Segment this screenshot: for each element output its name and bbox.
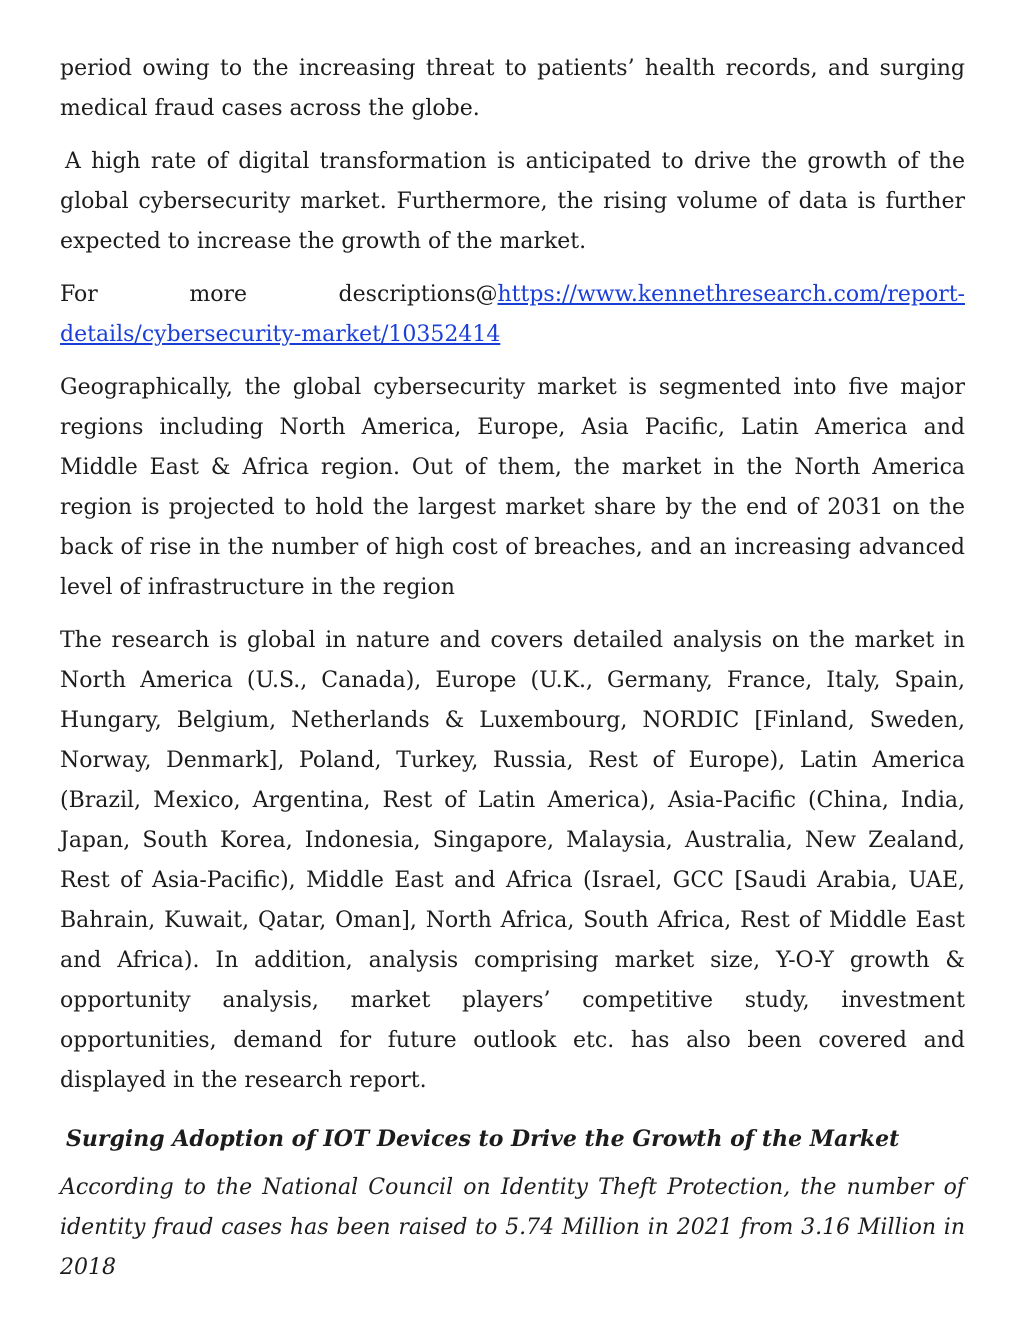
paragraph-research-coverage: The research is global in nature and covers detailed analysis on the market in North America (U.S., Canada), Europe (U.K., Germany, France, Italy, Spain, Hungary, Belgium, Netherlands & Luxembourg, NORDIC [Finland, Sweden, Norway, Denmark], Poland, Turkey, Russia, Rest of Europe), Latin America (Brazil, Mexico, Argentina, Rest of Latin America), Asia-Pacific (China, India, Japan, South Korea, Indonesia, Singapore, Malaysia, Australia, New Zealand, Rest of Asia-Pacific), Middle East and Africa (Israel, GCC [Saudi Arabia, UAE, Bahrain, Kuwait, Qatar, Oman], North Africa, South Africa, Rest of Middle East and Africa). In addition, analysis comprising market size, Y-O-Y growth & opportunity analysis, market players’ competitive study, investment opportunities, demand for future outlook etc. has also been covered and displayed in the research report. [60, 628, 965, 1093]
paragraph-identity-fraud: According to the National Council on Identity Theft Protection, the number of identity fraud cases has been raised to 5.74 Million in 2021 from 3.16 Million in 2018 [60, 1175, 965, 1280]
document-page [60, 49, 965, 1288]
word-for: For [60, 282, 98, 307]
paragraph-digital-transformation: A high rate of digital transformation is anticipated to drive the growth of the global cybersecurity market. Furthermore, the rising volume of data is further expected to increase the growth of the market. [60, 149, 965, 254]
section-heading-iot: Surging Adoption of IOT Devices to Drive the Growth of the Market [66, 1126, 900, 1152]
paragraph-descriptions-link [60, 275, 965, 355]
descriptions-line [60, 275, 965, 315]
paragraph-geography: Geographically, the global cybersecurity market is segmented into five major regions including North America, Europe, Asia Pacific, Latin America and Middle East & Africa region. Out of them, the market in the North America region is projected to hold the largest market share by the end of 2031 on the back of rise in the number of high cost of breaches, and an increasing advanced level of infrastructure in the region [60, 375, 965, 600]
report-link-part2[interactable]: details/cybersecurity-market/10352414 [60, 322, 501, 347]
descriptions-link-line2 [60, 315, 965, 355]
descriptions-with-link [339, 275, 965, 315]
word-descriptions: descriptions@ [338, 282, 498, 307]
paragraph-intro-continuation: period owing to the increasing threat to patients’ health records, and surging medical fraud cases across the globe. [60, 56, 965, 121]
report-link-part1[interactable]: https://www.kennethresearch.com/report- [497, 282, 965, 307]
word-more: more [189, 282, 248, 307]
